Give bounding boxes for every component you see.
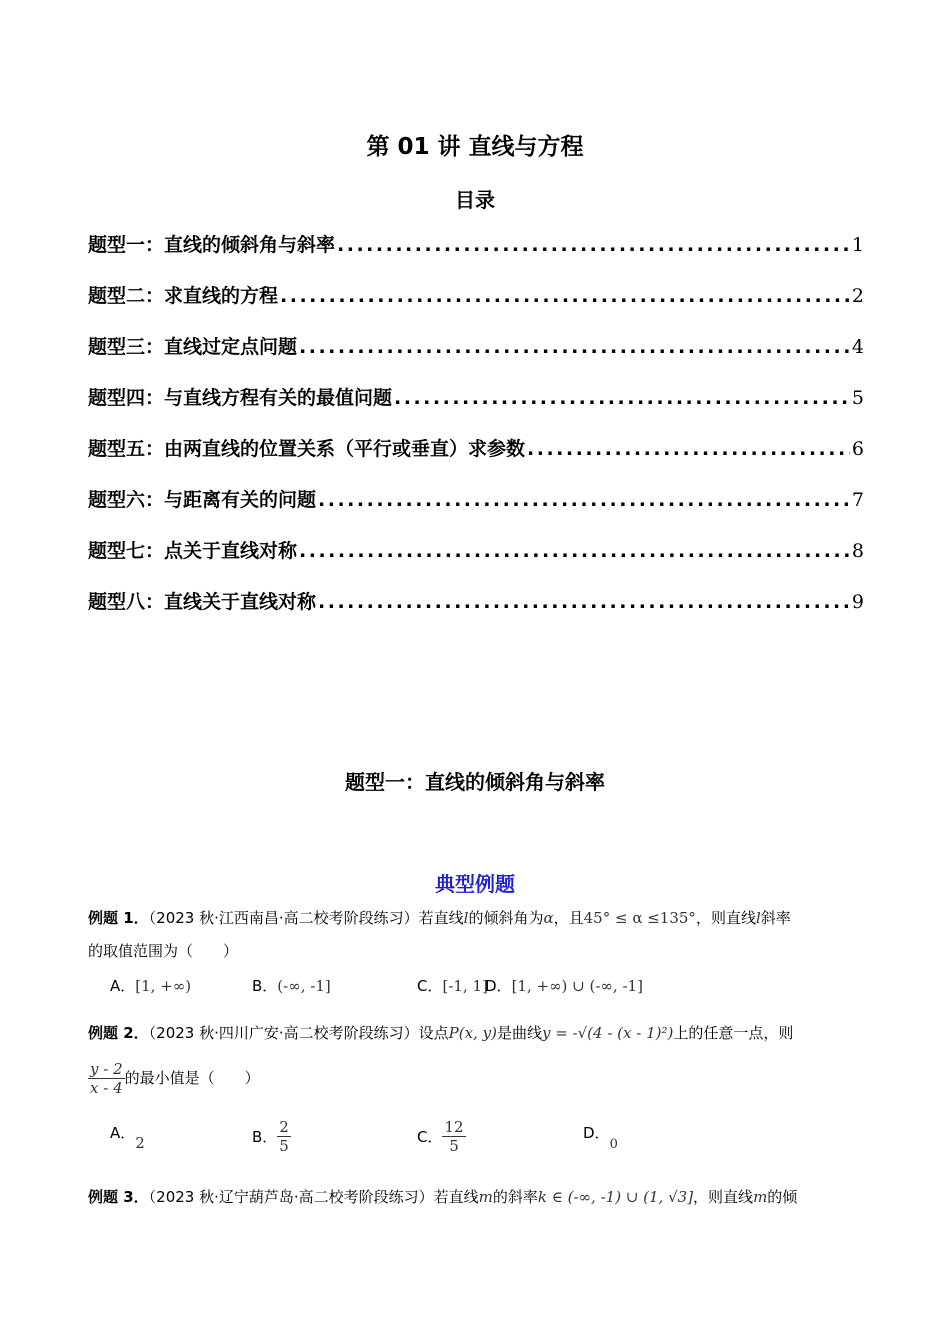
- text: ，且: [553, 909, 584, 927]
- example-2-line-2: [88, 1060, 260, 1097]
- math-condition: 45° ≤ α ≤135°: [583, 909, 696, 927]
- text: ，则直线: [693, 1188, 754, 1206]
- math-var: l: [463, 909, 469, 927]
- toc-entry-label: 题型八：直线关于直线对称: [88, 591, 317, 613]
- option-fraction: [442, 1118, 465, 1155]
- toc-entry-page: 8: [851, 540, 864, 562]
- math-var: m: [478, 1188, 493, 1206]
- toc-entry-8[interactable]: [88, 587, 864, 638]
- option-key: D．: [485, 977, 512, 995]
- toc-leader-dots: [394, 387, 850, 409]
- toc-entry-page: 2: [851, 285, 864, 307]
- option-value: [-1, 1]: [442, 977, 488, 995]
- example-source: （2023 秋·辽宁葫芦岛·高二校考阶段练习）若直线: [148, 1188, 479, 1206]
- option-key: C．: [417, 977, 443, 995]
- example-2-line-1: [88, 1022, 793, 1043]
- toc-entry-page: 5: [851, 387, 864, 409]
- toc-entry-label: 题型二：求直线的方程: [88, 285, 279, 307]
- option-value: (-∞, -1]: [277, 977, 331, 995]
- table-of-contents: [88, 230, 864, 638]
- fraction-numerator: 2: [279, 1118, 289, 1136]
- toc-entry-3[interactable]: [88, 332, 864, 383]
- toc-entry-1[interactable]: [88, 230, 864, 281]
- math-var: α: [543, 909, 554, 927]
- option-c[interactable]: [417, 1118, 466, 1155]
- text: 是曲线: [496, 1024, 542, 1042]
- example-1-line-2: 的取值范围为（ ）: [88, 942, 239, 960]
- section-heading: 典型例题: [435, 872, 515, 896]
- option-key: A．: [110, 977, 136, 995]
- toc-entry-label: 题型五：由两直线的位置关系（平行或垂直）求参数: [88, 438, 526, 460]
- document-title: 第 01 讲 直线与方程: [366, 134, 584, 160]
- option-d[interactable]: [583, 1122, 618, 1152]
- toc-entry-5[interactable]: [88, 434, 864, 485]
- option-key: B．: [252, 1128, 278, 1146]
- text: 的倾斜角为: [468, 909, 544, 927]
- text: 的最小值是（ ）: [124, 1069, 260, 1087]
- fraction-denominator: x - 4: [90, 1079, 123, 1097]
- example-source: （2023 秋·四川广安·高二校考阶段练习）设点: [148, 1024, 449, 1042]
- example-3-line-1: [88, 1186, 797, 1207]
- option-value: [1, +∞) ∪ (-∞, -1]: [511, 977, 643, 995]
- toc-leader-dots: [299, 336, 850, 358]
- toc-entry-page: 9: [851, 591, 864, 613]
- toc-title: 目录: [455, 188, 495, 212]
- toc-entry-label: 题型七：点关于直线对称: [88, 540, 298, 562]
- fraction-numerator: 12: [444, 1118, 464, 1136]
- option-key: A．: [110, 1124, 136, 1142]
- option-value: [1, +∞): [135, 977, 192, 995]
- math-curve: y = -√(4 - (x - 1)²): [541, 1024, 674, 1042]
- toc-entry-label: 题型四：与直线方程有关的最值问题: [88, 387, 393, 409]
- example-1-line-1: [88, 907, 791, 928]
- toc-leader-dots: [299, 540, 850, 562]
- fraction-denominator: 5: [449, 1137, 459, 1155]
- toc-entry-7[interactable]: [88, 536, 864, 587]
- toc-leader-dots: [337, 234, 850, 256]
- option-value: 0: [609, 1137, 618, 1152]
- math-var: m: [753, 1188, 768, 1206]
- option-b[interactable]: [252, 975, 331, 996]
- example-label: 例题 2．: [88, 1024, 149, 1042]
- text: 的倾: [767, 1188, 798, 1206]
- text: ，则直线: [695, 909, 756, 927]
- example-source: （2023 秋·江西南昌·高二校考阶段练习）若直线: [148, 909, 464, 927]
- option-a[interactable]: [110, 975, 191, 996]
- toc-entry-label: 题型三：直线过定点问题: [88, 336, 298, 358]
- text: 的斜率: [492, 1188, 538, 1206]
- math-point: P(x, y): [448, 1024, 497, 1042]
- toc-entry-page: 7: [851, 489, 864, 511]
- option-key: C．: [417, 1128, 443, 1146]
- toc-entry-page: 1: [851, 234, 864, 256]
- toc-entry-page: 4: [851, 336, 864, 358]
- text: 斜率: [760, 909, 791, 927]
- toc-leader-dots: [280, 285, 850, 307]
- option-d[interactable]: [485, 975, 643, 996]
- toc-leader-dots: [527, 438, 850, 460]
- math-fraction: [88, 1060, 125, 1097]
- toc-leader-dots: [318, 591, 850, 613]
- toc-entry-2[interactable]: [88, 281, 864, 332]
- option-value: 2: [135, 1134, 145, 1152]
- toc-entry-label: 题型六：与距离有关的问题: [88, 489, 317, 511]
- option-key: D．: [583, 1124, 610, 1142]
- text: 上的任意一点，则: [673, 1024, 794, 1042]
- toc-entry-page: 6: [851, 438, 864, 460]
- option-key: B．: [252, 977, 278, 995]
- option-fraction: [277, 1118, 291, 1155]
- fraction-denominator: 5: [279, 1137, 289, 1155]
- option-c[interactable]: [417, 975, 488, 996]
- math-var: l: [755, 909, 761, 927]
- math-condition: k ∈ (-∞, -1) ∪ (1, √3]: [537, 1188, 694, 1206]
- toc-entry-6[interactable]: [88, 485, 864, 536]
- example-label: 例题 1．: [88, 909, 149, 927]
- toc-entry-4[interactable]: [88, 383, 864, 434]
- toc-entry-label: 题型一：直线的倾斜角与斜率: [88, 234, 336, 256]
- fraction-numerator: y - 2: [90, 1060, 123, 1078]
- option-a[interactable]: [110, 1122, 145, 1152]
- example-label: 例题 3．: [88, 1188, 149, 1206]
- toc-leader-dots: [318, 489, 850, 511]
- section-title: 题型一：直线的倾斜角与斜率: [345, 770, 605, 794]
- option-b[interactable]: [252, 1118, 291, 1155]
